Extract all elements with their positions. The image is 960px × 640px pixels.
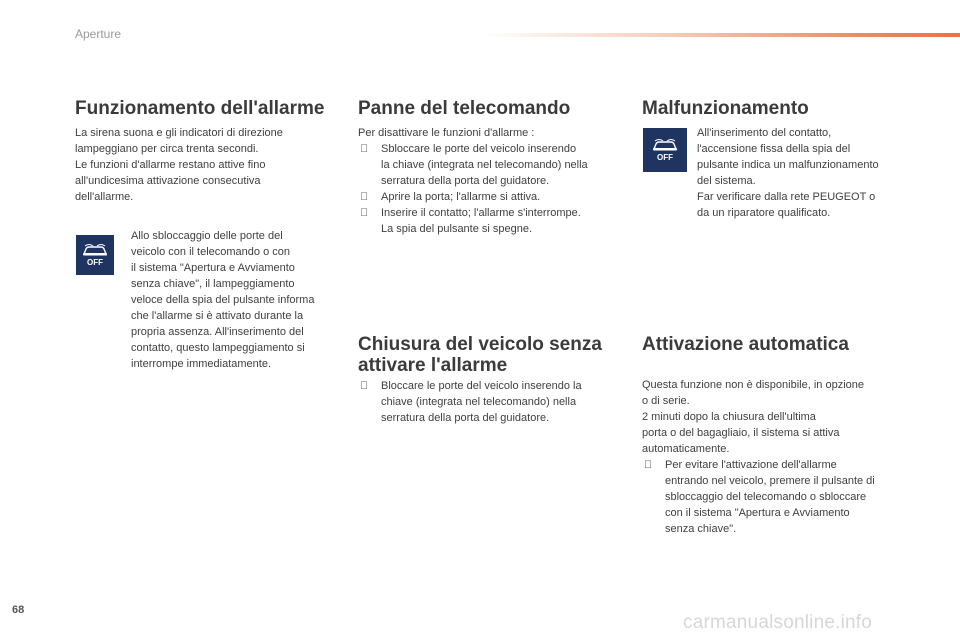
text-line: la chiave (integrata nel telecomando) nella	[381, 159, 588, 171]
text-line: chiave (integrata nel telecomando) nella	[381, 396, 577, 408]
text-line: serratura della porta del guidatore.	[381, 175, 550, 187]
text-line: Bloccare le porte del veicolo inserendo la	[381, 380, 582, 392]
bullet-icon	[360, 189, 368, 205]
off-label: OFF	[657, 153, 673, 162]
text-line: da un riparatore qualificato.	[697, 207, 831, 219]
bullet-icon	[360, 205, 368, 221]
text-line: dell'allarme.	[75, 191, 134, 203]
text-line: entrando nel veicolo, premere il pulsante di	[665, 475, 875, 487]
text-line: All'inserimento del contatto,	[697, 127, 832, 139]
list-item	[358, 141, 620, 189]
text-line: La sirena suona e gli indicatori di direzione	[75, 127, 283, 139]
page-number: 68	[12, 604, 25, 616]
text-line: Le funzioni d'allarme restano attive fino	[75, 159, 266, 171]
section-title-malfunction: Malfunzionamento	[642, 98, 809, 119]
remote-failure-text	[358, 125, 620, 237]
header-rule	[480, 33, 960, 37]
text-line: del sistema.	[697, 175, 756, 187]
watermark: carmanualsonline.info	[683, 612, 873, 633]
text-line: Per disattivare le funzioni d'allarme :	[358, 127, 535, 139]
list-item	[358, 205, 620, 237]
text-line: senza chiave".	[665, 523, 737, 535]
lock-without-alarm-text	[358, 378, 620, 426]
section-title-auto-activation: Attivazione automatica	[642, 334, 849, 355]
text-line: porta o del bagagliaio, il sistema si attiva	[642, 427, 840, 439]
text-line: senza chiave", il lampeggiamento	[131, 278, 295, 290]
text-line: veicolo con il telecomando o con	[131, 246, 290, 258]
unlock-note-text	[131, 228, 346, 372]
bullet-icon	[644, 457, 652, 473]
text-line: Sbloccare le porte del veicolo inserendo	[381, 143, 577, 155]
text-line: Allo sbloccaggio delle porte del	[131, 230, 283, 242]
alarm-off-button-icon	[643, 128, 687, 172]
text-line: Far verificare dalla rete PEUGEOT o	[697, 191, 876, 203]
car-lock-icon	[651, 138, 679, 152]
section-title-alarm-operation: Funzionamento dell'allarme	[75, 98, 325, 119]
text-line: Per evitare l'attivazione dell'allarme	[665, 459, 837, 471]
text-line: Inserire il contatto; l'allarme s'interrompe.	[381, 207, 581, 219]
section-title-lock-without-alarm	[358, 334, 602, 376]
text-line: interrompe immediatamente.	[131, 358, 272, 370]
text-line: Aprire la porta; l'allarme si attiva.	[381, 191, 541, 203]
title-line: Chiusura del veicolo senza	[358, 334, 602, 355]
text-line: che l'allarme si è attivato durante la	[131, 310, 304, 322]
auto-activation-text	[642, 377, 917, 537]
car-lock-icon	[81, 243, 109, 257]
text-line: con il sistema "Apertura e Avviamento	[665, 507, 850, 519]
text-line: propria assenza. All'inserimento del	[131, 326, 304, 338]
title-line: attivare l'allarme	[358, 355, 508, 376]
text-line: o di serie.	[642, 395, 690, 407]
text-line: serratura della porta del guidatore.	[381, 412, 550, 424]
text-line: pulsante indica un malfunzionamento	[697, 159, 879, 171]
malfunction-text	[697, 125, 922, 221]
list-item	[642, 457, 917, 537]
page-header: Aperture	[75, 27, 122, 41]
text-line: l'accensione fissa della spia del	[697, 143, 851, 155]
text-line: lampeggiano per circa trenta secondi.	[75, 143, 259, 155]
off-label: OFF	[87, 258, 103, 267]
bullet-icon	[360, 378, 368, 394]
text-line: veloce della spia del pulsante informa	[131, 294, 315, 306]
alarm-operation-text	[75, 125, 345, 205]
section-title-remote-failure: Panne del telecomando	[358, 98, 571, 119]
text-line: 2 minuti dopo la chiusura dell'ultima	[642, 411, 816, 423]
text-line: sbloccaggio del telecomando o sbloccare	[665, 491, 867, 503]
text-line: automaticamente.	[642, 443, 730, 455]
list-item	[358, 189, 620, 205]
text-line: all'undicesima attivazione consecutiva	[75, 175, 261, 187]
list-item	[358, 378, 620, 426]
text-line: Questa funzione non è disponibile, in opzione	[642, 379, 864, 391]
text-line: il sistema "Apertura e Avviamento	[131, 262, 295, 274]
text-line: contatto, questo lampeggiamento si	[131, 342, 305, 354]
text-line: La spia del pulsante si spegne.	[381, 223, 533, 235]
alarm-off-button-icon	[76, 235, 114, 275]
bullet-icon	[360, 141, 368, 157]
